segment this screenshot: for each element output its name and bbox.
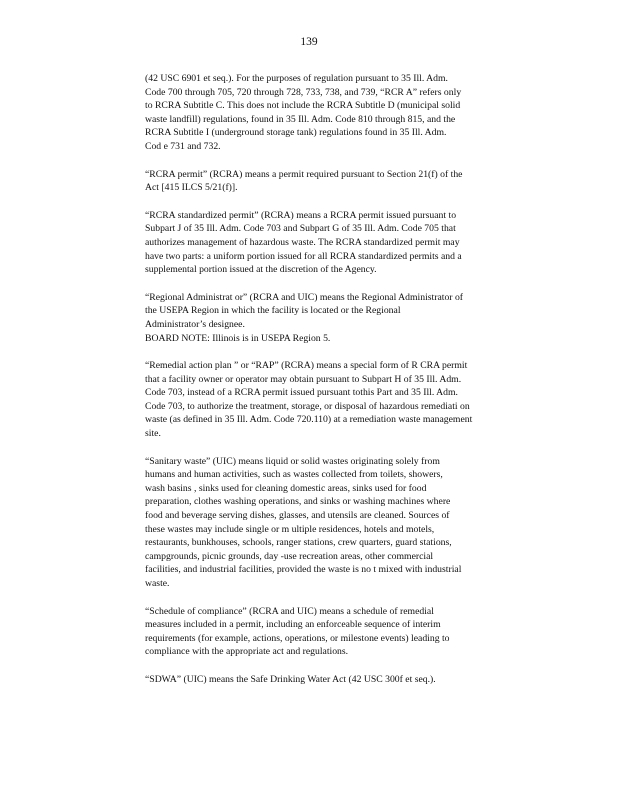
text-line: humans and human activities, such as wastes collected from toilets, showers, <box>145 469 443 481</box>
text-line: Act [415 ILCS 5/21(f)]. <box>145 182 238 194</box>
text-line: Code 700 through 705, 720 through 728, 733, 738, and 739, “RCR A” refers only <box>145 86 462 98</box>
paragraph-rcra-definition <box>145 72 545 154</box>
document-body <box>145 72 545 687</box>
text-line: facilities, and industrial facilities, provided the waste is no t mixed with industrial <box>145 564 462 576</box>
text-line: waste (as defined in 35 Ill. Adm. Code 720.110) at a remediation waste management <box>145 414 473 426</box>
paragraph-schedule-of-compliance <box>145 605 545 659</box>
text-line: supplemental portion issued at the discretion of the Agency. <box>145 264 377 276</box>
text-line: authorizes management of hazardous waste. The RCRA standardized permit may <box>145 236 460 248</box>
paragraph-regional-administrator <box>145 291 545 345</box>
text-line: “SDWA” (UIC) means the Safe Drinking Water Act (42 USC 300f et seq.). <box>145 673 436 685</box>
board-note: BOARD NOTE: Illinois is in USEPA Region 5. <box>145 332 331 344</box>
text-line: site. <box>145 428 161 440</box>
text-line: measures included in a permit, including an enforceable sequence of interim <box>145 619 441 631</box>
paragraph-rcra-permit <box>145 168 545 195</box>
text-line: compliance with the appropriate act and regulations. <box>145 646 349 658</box>
text-line: wash basins , sinks used for cleaning domestic areas, sinks used for food <box>145 482 427 494</box>
text-line: food and beverage serving dishes, glasses, and utensils are cleaned. Sources of <box>145 510 450 522</box>
text-line: campgrounds, picnic grounds, day -use recreation areas, other commercial <box>145 550 434 562</box>
paragraph-sanitary-waste <box>145 455 545 591</box>
text-line: these wastes may include single or m ultiple residences, hotels and motels, <box>145 523 435 535</box>
text-line: RCRA Subtitle I (underground storage tank) regulations found in 35 Ill. Adm. <box>145 127 447 139</box>
text-line: Administrator’s designee. <box>145 318 245 330</box>
text-line: that a facility owner or operator may obtain pursuant to Subpart H of 35 Ill. Adm. <box>145 373 462 385</box>
text-line: have two parts: a uniform portion issued for all RCRA standardized permits and a <box>145 250 462 262</box>
paragraph-remedial-action-plan <box>145 359 545 441</box>
text-line: preparation, clothes washing operations, and sinks or washing machines where <box>145 496 451 508</box>
text-line: “RCRA permit” (RCRA) means a permit required pursuant to Section 21(f) of the <box>145 168 463 180</box>
text-line: Cod e 731 and 732. <box>145 140 221 152</box>
text-line: the USEPA Region in which the facility is located or the Regional <box>145 305 401 317</box>
text-line: “Schedule of compliance” (RCRA and UIC) means a schedule of remedial <box>145 605 434 617</box>
text-line: “RCRA standardized permit” (RCRA) means a RCRA permit issued pursuant to <box>145 209 457 221</box>
text-line: (42 USC 6901 et seq.). For the purposes of regulation pursuant to 35 Ill. Adm. <box>145 73 448 84</box>
text-line: waste landfill) regulations, found in 35 Ill. Adm. Code 810 through 815, and the <box>145 113 456 125</box>
text-line: Subpart J of 35 Ill. Adm. Code 703 and Subpart G of 35 Ill. Adm. Code 705 that <box>145 223 456 235</box>
text-line: waste. <box>145 578 170 589</box>
page-number: 139 <box>300 36 318 48</box>
paragraph-rcra-standardized-permit <box>145 209 545 277</box>
text-line: restaurants, bunkhouses, schools, ranger stations, crew quarters, guard stations, <box>145 537 452 549</box>
text-line: “Regional Administrat or” (RCRA and UIC) means the Regional Administrator of <box>145 291 464 303</box>
text-line: to RCRA Subtitle C. This does not include the RCRA Subtitle D (municipal solid <box>145 100 461 112</box>
text-line: “Sanitary waste” (UIC) means liquid or solid wastes originating solely from <box>145 455 440 467</box>
paragraph-sdwa <box>145 673 545 687</box>
text-line: “Remedial action plan ” or “RAP” (RCRA) means a special form of R CRA permit <box>145 360 468 372</box>
text-line: Code 703, instead of a RCRA permit issued pursuant tothis Part and 35 Ill. Adm. <box>145 387 458 399</box>
text-line: Code 703, to authorize the treatment, storage, or disposal of hazardous remediati on <box>145 400 470 412</box>
text-line: requirements (for example, actions, operations, or milestone events) leading to <box>145 632 450 644</box>
